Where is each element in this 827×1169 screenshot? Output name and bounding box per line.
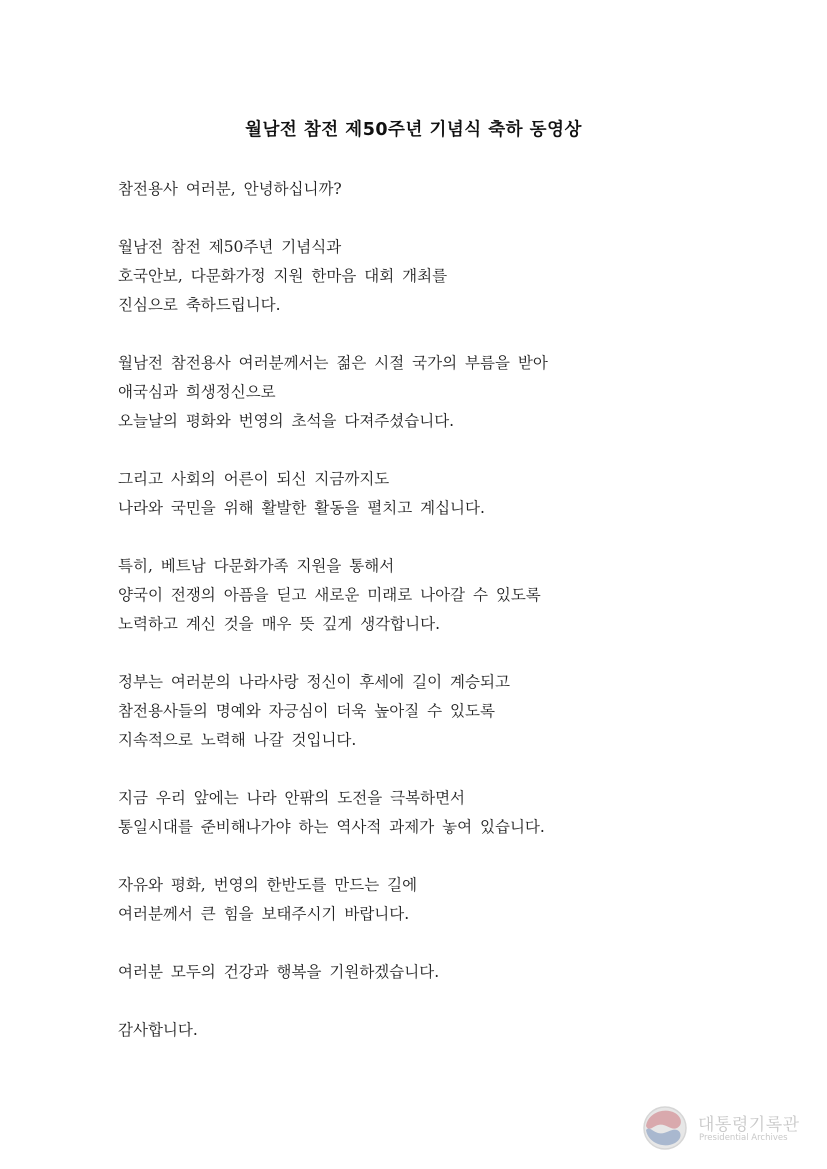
text-line: 통일시대를 준비해나가야 하는 역사적 과제가 놓여 있습니다. [118, 818, 545, 836]
text-line: 참전용사들의 명예와 자긍심이 더욱 높아질 수 있도록 [118, 702, 495, 720]
document-title: 월남전 참전 제50주년 기념식 축하 동영상 [245, 120, 582, 140]
text-line: 감사합니다. [118, 1021, 198, 1039]
text-line: 호국안보, 다문화가정 지원 한마음 대회 개최를 [118, 267, 448, 285]
text-line: 참전용사 여러분, 안녕하십니까? [118, 180, 342, 198]
text-line: 오늘날의 평화와 번영의 초석을 다져주셨습니다. [118, 412, 455, 430]
text-line: 진심으로 축하드립니다. [118, 296, 281, 314]
archives-subtitle: Presidential Archives [699, 1133, 788, 1143]
archives-watermark [642, 1105, 802, 1151]
text-line: 특히, 베트남 다문화가족 지원을 통해서 [118, 557, 395, 575]
text-line: 그리고 사회의 어른이 되신 지금까지도 [118, 470, 390, 488]
text-line: 애국심과 희생정신으로 [118, 383, 276, 401]
text-line: 지금 우리 앞에는 나라 안팎의 도전을 극복하면서 [118, 789, 466, 807]
text-line: 월남전 참전용사 여러분께서는 젊은 시절 국가의 부름을 받아 [118, 354, 548, 372]
text-line: 나라와 국민을 위해 활발한 활동을 펼치고 계십니다. [118, 499, 485, 517]
text-line: 여러분 모두의 건강과 행복을 기원하겠습니다. [118, 963, 440, 981]
text-line: 지속적으로 노력해 나갈 것입니다. [118, 731, 357, 749]
text-line: 월남전 참전 제50주년 기념식과 [118, 238, 342, 256]
archives-name: 대통령기록관 [698, 1115, 800, 1135]
text-line: 정부는 여러분의 나라사랑 정신이 후세에 길이 계승되고 [118, 673, 510, 691]
text-line: 양국이 전쟁의 아픔을 딛고 새로운 미래로 나아갈 수 있도록 [118, 586, 541, 604]
archives-emblem-icon [642, 1105, 688, 1151]
text-line: 여러분께서 큰 힘을 보태주시기 바랍니다. [118, 905, 410, 923]
text-line: 노력하고 계신 것을 매우 뜻 깊게 생각합니다. [118, 615, 441, 633]
document-body [118, 175, 678, 1045]
text-line: 자유와 평화, 번영의 한반도를 만드는 길에 [118, 876, 418, 894]
